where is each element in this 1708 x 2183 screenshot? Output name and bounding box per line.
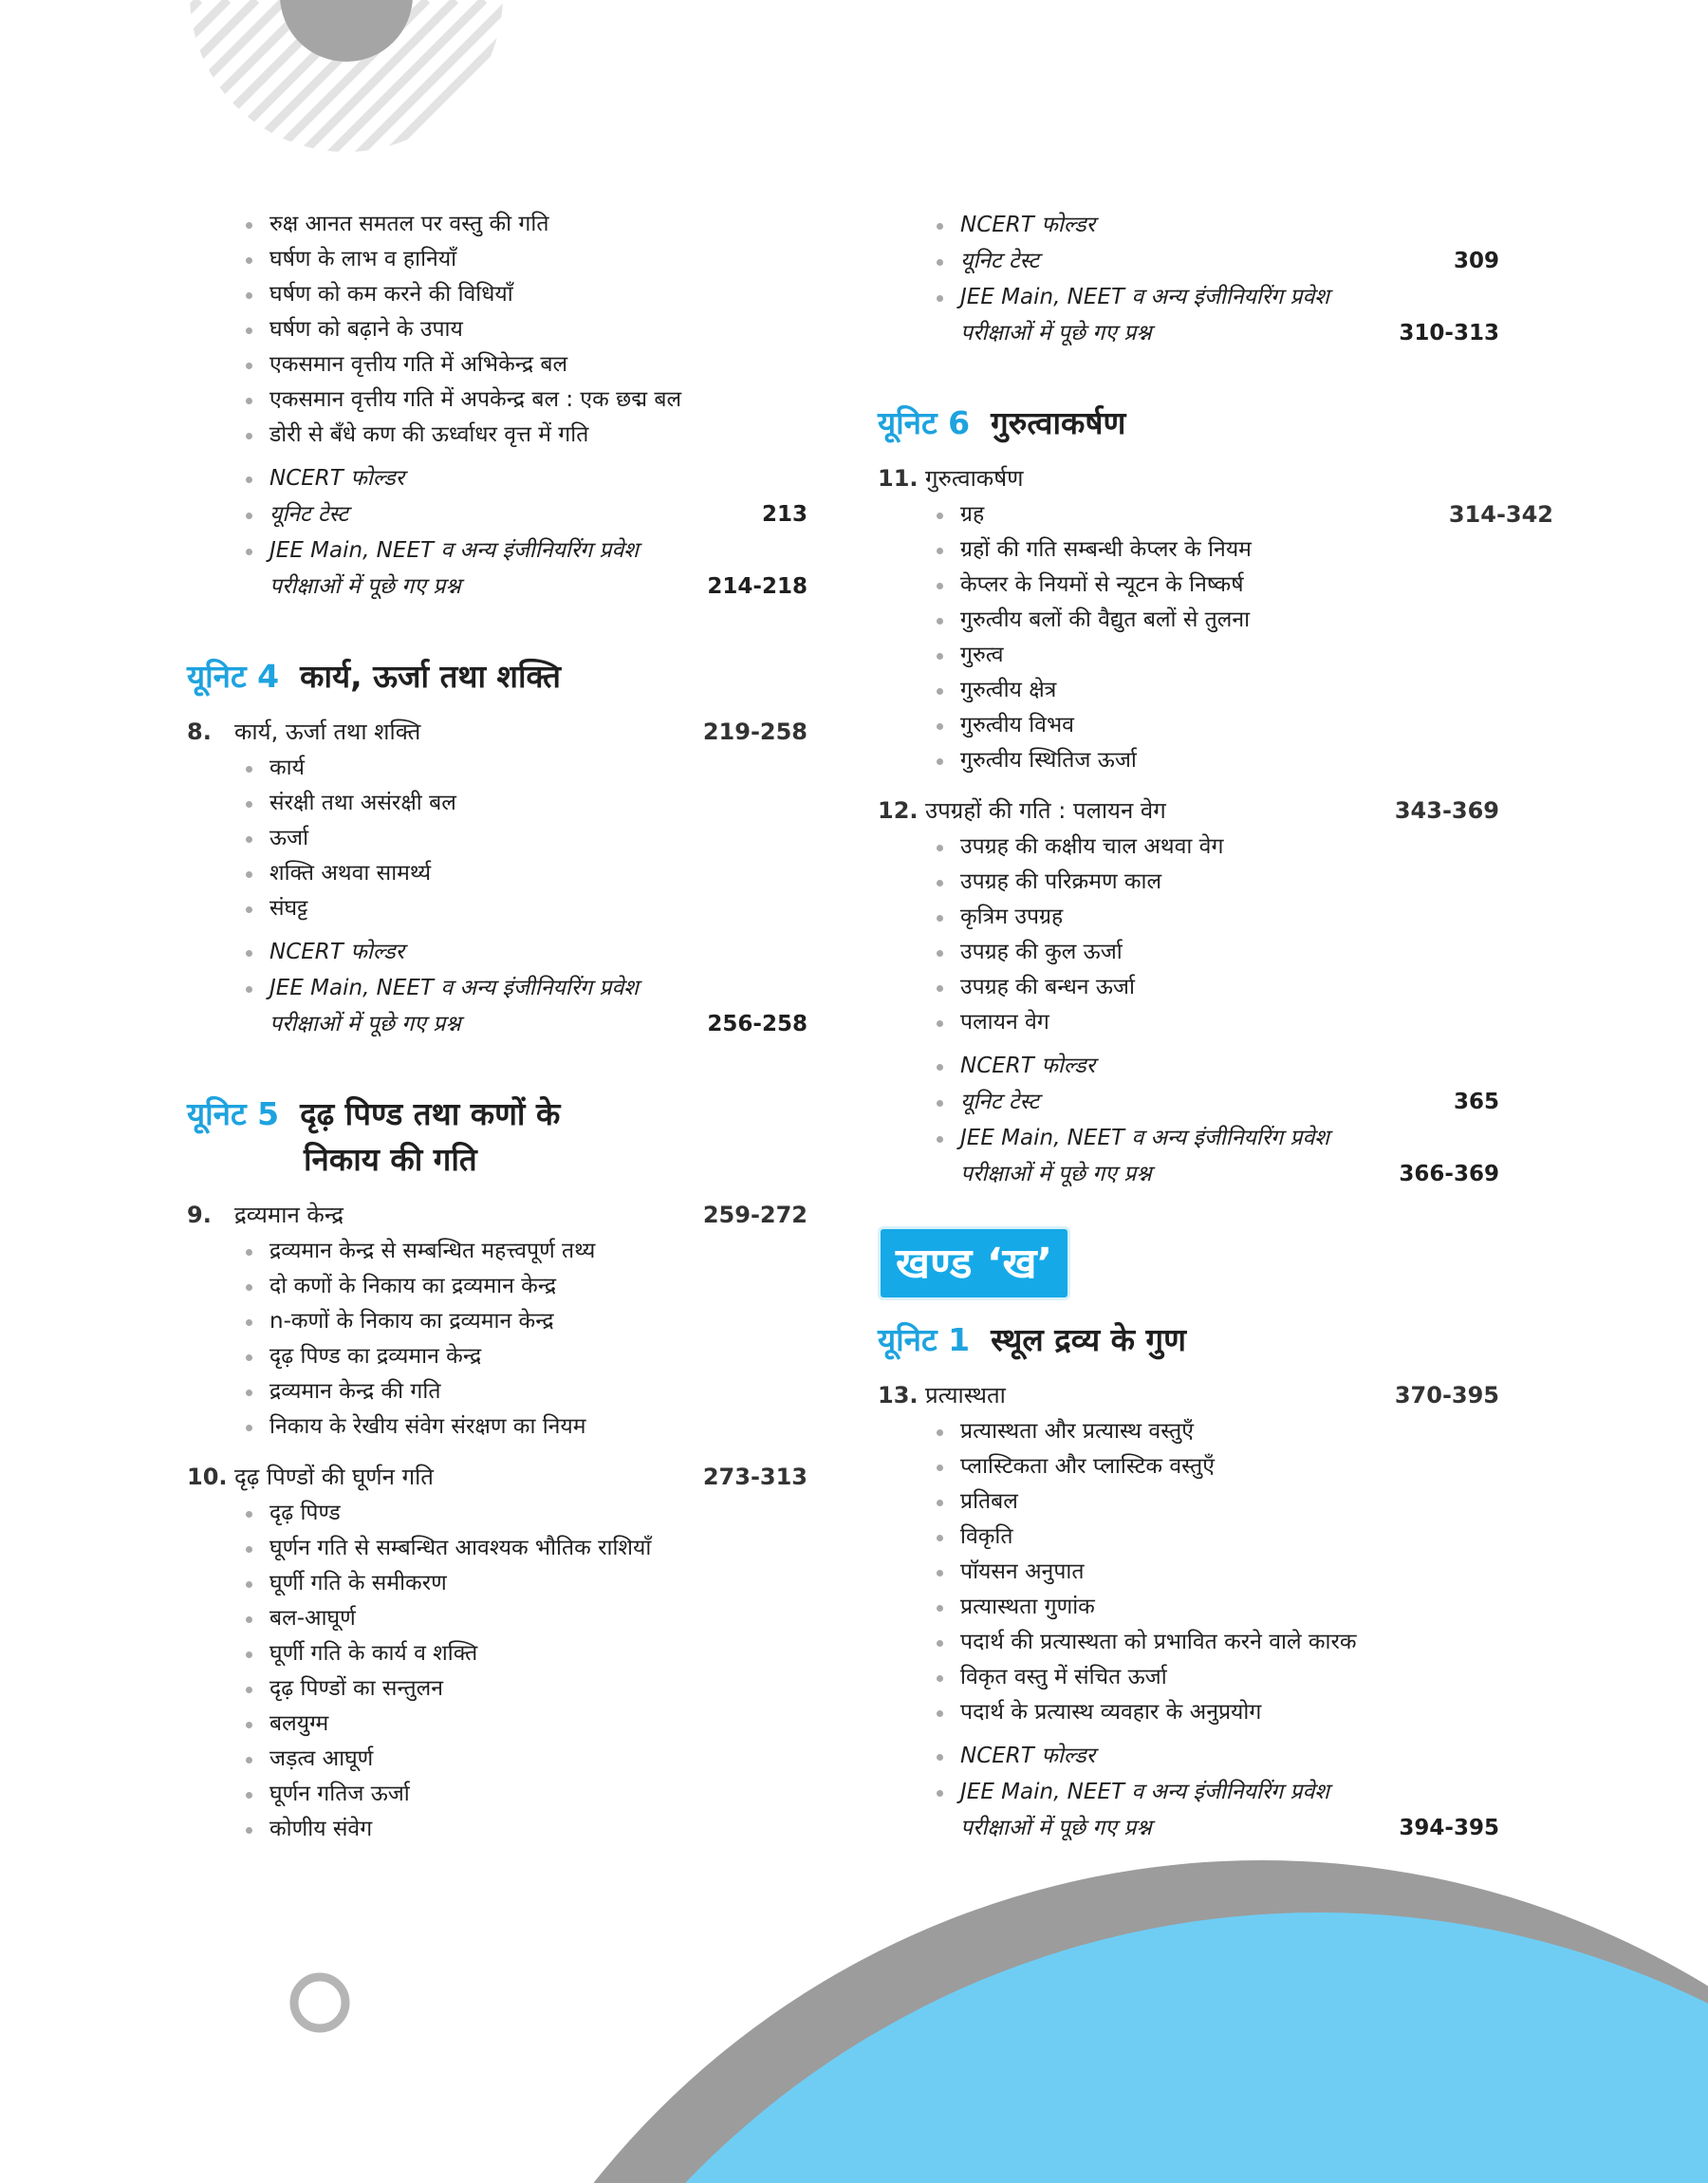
chapter-row <box>187 1458 808 1496</box>
unit-test-item <box>932 1084 1499 1120</box>
unit-test-item <box>932 243 1499 279</box>
ncert-label: NCERT फोल्डर <box>269 466 405 491</box>
chapter-title: कार्य, ऊर्जा तथा शक्ति <box>234 718 421 745</box>
list-item: पदार्थ के प्रत्यास्थ व्यवहार के अनुप्रयोग <box>932 1695 1499 1730</box>
ncert-label: NCERT फोल्डर <box>960 1744 1096 1768</box>
unit-label: यूनिट 5 <box>187 1095 280 1132</box>
jee-line-2: परीक्षाओं में पूछे गए प्रश्न <box>960 1816 1152 1840</box>
ncert-label: NCERT फोल्डर <box>960 1054 1096 1078</box>
unit-label: यूनिट 4 <box>187 658 280 695</box>
list-item: बलयुग्म <box>241 1707 808 1742</box>
page-number: 256-258 <box>707 1012 808 1036</box>
list-item: गुरुत्वीय स्थितिज ऊर्जा <box>932 743 1499 778</box>
jee-line-2: परीक्षाओं में पूछे गए प्रश्न <box>269 1012 461 1036</box>
page-number: 310-313 <box>1399 321 1499 345</box>
chapter-pages: 314-342 <box>1448 501 1553 528</box>
chapter-title: गुरुत्वाकर्षण <box>925 465 1024 492</box>
list-item: घूर्णी गति के कार्य व शक्ति <box>241 1636 808 1671</box>
jee-line-1: JEE Main, NEET व अन्य इंजीनियरिंग प्रवेश <box>269 976 639 1000</box>
ncert-folder-item <box>241 460 808 496</box>
ncert-folder-item <box>932 1738 1499 1774</box>
chapter-title: दृढ़ पिण्डों की घूर्णन गति <box>234 1464 434 1490</box>
left-column <box>187 207 808 1847</box>
list-item: पॉयसन अनुपात <box>932 1555 1499 1590</box>
unit-test-label: यूनिट टेस्ट <box>960 249 1040 273</box>
jee-line-1: JEE Main, NEET व अन्य इंजीनियरिंग प्रवेश <box>960 1780 1329 1804</box>
list-item: प्रतिबल <box>932 1484 1499 1520</box>
chapter-pages: 343-369 <box>1394 797 1499 824</box>
chapter-row <box>187 713 808 751</box>
unit-test-label: यूनिट टेस्ट <box>960 1090 1040 1114</box>
list-item: कोणीय संवेग <box>241 1812 808 1847</box>
unit-heading <box>187 654 808 700</box>
chapter-number: 13. <box>878 1382 919 1409</box>
page-number: 394-395 <box>1399 1816 1499 1840</box>
list-item: संघट्ट <box>241 891 808 926</box>
bottom-decoration <box>0 1832 1708 2183</box>
unit-heading <box>878 1317 1499 1363</box>
jee-questions-item <box>932 1774 1499 1846</box>
top-decoration <box>142 0 541 161</box>
page-number: 309 <box>1453 249 1499 273</box>
unit-test-label: यूनिट टेस्ट <box>269 502 349 527</box>
ncert-label: NCERT फोल्डर <box>269 940 405 964</box>
list-item: उपग्रह की कुल ऊर्जा <box>932 935 1499 970</box>
list-item: एकसमान वृत्तीय गति में अभिकेन्द्र बल <box>241 347 808 382</box>
list-item: घर्षण के लाभ व हानियाँ <box>241 242 808 277</box>
list-item: द्रव्यमान केन्द्र से सम्बन्धित महत्त्वपूर्ण तथ्य <box>241 1234 808 1269</box>
ncert-folder-item <box>932 1048 1499 1084</box>
list-item: रुक्ष आनत समतल पर वस्तु की गति <box>241 207 808 242</box>
page-number: 366-369 <box>1399 1162 1499 1186</box>
list-item: गुरुत्व <box>932 638 1499 673</box>
list-item: घूर्णन गतिज ऊर्जा <box>241 1777 808 1812</box>
list-item: गुरुत्वीय क्षेत्र <box>932 673 1499 708</box>
list-item: जड़त्व आघूर्ण <box>241 1742 808 1777</box>
unit-label: यूनिट 1 <box>878 1321 971 1358</box>
jee-questions-item <box>241 532 808 605</box>
list-item: n-कणों के निकाय का द्रव्यमान केन्द्र <box>241 1304 808 1339</box>
list-item: विकृति <box>932 1520 1499 1555</box>
unit-title: दृढ़ पिण्ड तथा कणों के <box>300 1095 561 1132</box>
chapter-title: उपग्रहों की गति : पलायन वेग <box>925 797 1166 824</box>
chapter-number: 11. <box>878 465 919 492</box>
list-item-text: ग्रह <box>960 502 985 527</box>
page-number: 365 <box>1453 1090 1499 1114</box>
chapter-pages: 259-272 <box>702 1202 808 1228</box>
chapter-title: प्रत्यास्थता <box>925 1382 1006 1409</box>
chapter-number: 9. <box>187 1202 212 1228</box>
list-item: निकाय के रेखीय संवेग संरक्षण का नियम <box>241 1409 808 1445</box>
chapter-row <box>878 1376 1499 1414</box>
list-item: पलायन वेग <box>932 1005 1499 1040</box>
jee-questions-item <box>241 970 808 1042</box>
page-number: 214-218 <box>707 574 808 599</box>
list-item: केप्लर के नियमों से न्यूटन के निष्कर्ष <box>932 568 1499 603</box>
jee-questions-item <box>932 279 1499 351</box>
jee-line-2: परीक्षाओं में पूछे गए प्रश्न <box>960 321 1152 345</box>
list-item: उपग्रह की बन्धन ऊर्जा <box>932 970 1499 1005</box>
chapter-pages: 370-395 <box>1394 1382 1499 1409</box>
chapter-row <box>878 459 1499 497</box>
jee-line-2: परीक्षाओं में पूछे गए प्रश्न <box>960 1162 1152 1186</box>
list-item: प्रत्यास्थता और प्रत्यास्थ वस्तुएँ <box>932 1414 1499 1449</box>
unit-test-item <box>241 496 808 532</box>
chapter-number: 10. <box>187 1464 228 1490</box>
unit-title-line-2: निकाय की गति <box>304 1141 477 1178</box>
list-item: दो कणों के निकाय का द्रव्यमान केन्द्र <box>241 1269 808 1304</box>
jee-questions-item <box>932 1120 1499 1192</box>
list-item: कृत्रिम उपग्रह <box>932 900 1499 935</box>
list-item: द्रव्यमान केन्द्र की गति <box>241 1374 808 1409</box>
list-item: घूर्णन गति से सम्बन्धित आवश्यक भौतिक राशियाँ <box>241 1531 808 1566</box>
list-item: डोरी से बँधे कण की ऊर्ध्वाधर वृत्त में गति <box>241 418 808 453</box>
ncert-folder-item <box>241 934 808 970</box>
unit-heading <box>187 1092 808 1183</box>
chapter-row <box>878 792 1499 830</box>
list-item: कार्य <box>241 751 808 786</box>
jee-line-1: JEE Main, NEET व अन्य इंजीनियरिंग प्रवेश <box>960 285 1329 309</box>
list-item: पदार्थ की प्रत्यास्थता को प्रभावित करने वाले कारक <box>932 1625 1499 1660</box>
chapter-number: 12. <box>878 797 919 824</box>
list-item <box>932 497 1553 532</box>
jee-line-2: परीक्षाओं में पूछे गए प्रश्न <box>269 574 461 599</box>
jee-line-1: JEE Main, NEET व अन्य इंजीनियरिंग प्रवेश <box>960 1126 1329 1150</box>
chapter-number: 8. <box>187 718 212 745</box>
list-item: ऊर्जा <box>241 821 808 856</box>
list-item: ग्रहों की गति सम्बन्धी केप्लर के नियम <box>932 532 1499 568</box>
list-item: विकृत वस्तु में संचित ऊर्जा <box>932 1660 1499 1695</box>
list-item: प्लास्टिकता और प्लास्टिक वस्तुएँ <box>932 1449 1499 1484</box>
unit-title: गुरुत्वाकर्षण <box>991 404 1126 441</box>
unit-label: यूनिट 6 <box>878 404 971 441</box>
list-item: दृढ़ पिण्ड का द्रव्यमान केन्द्र <box>241 1339 808 1374</box>
list-item: उपग्रह की कक्षीय चाल अथवा वेग <box>932 830 1499 865</box>
list-item: घर्षण को बढ़ाने के उपाय <box>241 312 808 347</box>
unit-title: स्थूल द्रव्य के गुण <box>991 1321 1186 1358</box>
unit-heading <box>878 401 1499 446</box>
list-item: प्रत्यास्थता गुणांक <box>932 1590 1499 1625</box>
chapter-pages: 273-313 <box>702 1464 808 1490</box>
list-item: एकसमान वृत्तीय गति में अपकेन्द्र बल : एक छद्म बल <box>241 382 808 418</box>
jee-line-1: JEE Main, NEET व अन्य इंजीनियरिंग प्रवेश <box>269 538 639 563</box>
list-item: दृढ़ पिण्डों का सन्तुलन <box>241 1671 808 1707</box>
list-item: दृढ़ पिण्ड <box>241 1496 808 1531</box>
list-item: संरक्षी तथा असंरक्षी बल <box>241 786 808 821</box>
section-badge: खण्ड ‘ख’ <box>878 1226 1070 1300</box>
chapter-title: द्रव्यमान केन्द्र <box>234 1202 343 1228</box>
list-item: उपग्रह की परिक्रमण काल <box>932 865 1499 900</box>
page-number: 213 <box>761 502 808 527</box>
list-item: गुरुत्वीय विभव <box>932 708 1499 743</box>
list-item: गुरुत्वीय बलों की वैद्युत बलों से तुलना <box>932 603 1499 638</box>
list-item: शक्ति अथवा सामर्थ्य <box>241 856 808 891</box>
list-item: घर्षण को कम करने की विधियाँ <box>241 277 808 312</box>
chapter-pages: 219-258 <box>702 718 808 745</box>
right-column <box>878 207 1553 1846</box>
ncert-label: NCERT फोल्डर <box>960 213 1096 237</box>
chapter-row <box>187 1196 808 1234</box>
unit-title: कार्य, ऊर्जा तथा शक्ति <box>300 658 561 695</box>
ncert-folder-item <box>932 207 1499 243</box>
list-item: बल-आघूर्ण <box>241 1601 808 1636</box>
list-item: घूर्णी गति के समीकरण <box>241 1566 808 1601</box>
